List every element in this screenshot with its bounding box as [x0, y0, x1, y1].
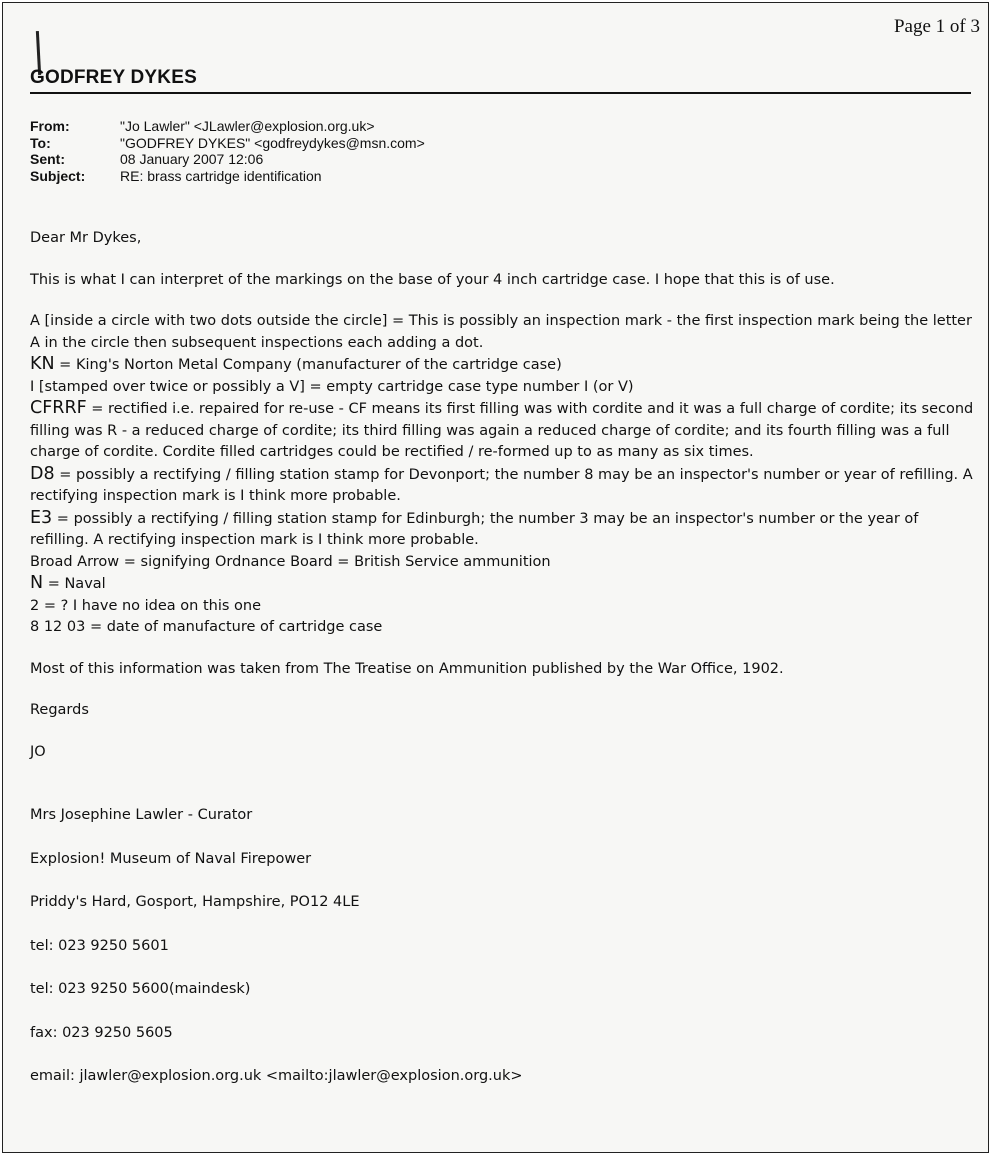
sent-label: Sent:: [30, 151, 65, 167]
marking-description: = rectified i.e. repaired for re-use - CF means its first filling was with cordite and it was a full charge of cordite; its second filling was R - a reduced charge of cordite; its third filling was again a reduced charge of cordite; and its fourth filling was a full charge of cordite. Cordite filled cartridges could be rectified / re-formed up to as many as six times.: [30, 401, 974, 460]
marking-description: A [inside a circle with two dots outside the circle] = This is possibly an inspection mark - the first inspection mark being the letter A in the circle then subsequent inspections each adding a dot.: [30, 313, 972, 351]
marking-code: KN: [30, 354, 55, 374]
signature-address: Priddy's Hard, Gosport, Hampshire, PO12 4LE: [30, 894, 360, 910]
marking-line: [30, 596, 980, 618]
marking-line: [30, 573, 980, 596]
marking-description: Broad Arrow = signifying Ordnance Board = British Service ammunition: [30, 553, 551, 570]
email-headers: [30, 118, 425, 184]
from-value: "Jo Lawler" <JLawler@explosion.org.uk>: [120, 118, 375, 134]
marking-code: D8: [30, 463, 55, 484]
source-note: Most of this information was taken from The Treatise on Ammunition published by the War Office, 1902.: [30, 660, 784, 677]
marking-line: [30, 354, 980, 377]
marking-line: [30, 508, 980, 552]
marking-code: N: [30, 573, 44, 593]
marking-description: = possibly a rectifying / filling station stamp for Edinburgh; the number 3 may be an inspector's number or the year of refilling. A rectifying inspection mark is I think more probable.: [30, 510, 919, 548]
sent-value: 08 January 2007 12:06: [120, 151, 264, 167]
marking-description: 8 12 03 = date of manufacture of cartridge case: [30, 619, 383, 635]
marking-description: = Naval: [43, 576, 106, 592]
signature-organization: Explosion! Museum of Naval Firepower: [30, 850, 312, 867]
sender-name-heading: GODFREY DYKES: [30, 67, 197, 88]
email-body: [30, 228, 980, 1088]
initials: JO: [30, 743, 46, 760]
marking-line: [30, 377, 980, 399]
intro-paragraph: This is what I can interpret of the markings on the base of your 4 inch cartridge case. I hope that this is of use.: [30, 271, 835, 288]
page-number: Page 1 of 3: [893, 16, 980, 37]
closing: Regards: [30, 702, 89, 718]
to-value: "GODFREY DYKES" <godfreydykes@msn.com>: [120, 134, 425, 151]
marking-line: [30, 311, 980, 354]
from-row: [30, 118, 425, 135]
marking-description: 2 = ? I have no idea on this one: [30, 597, 262, 614]
signature-tel-2: tel: 023 9250 5600(maindesk): [30, 981, 251, 997]
marking-line: [30, 398, 980, 464]
from-label: From:: [30, 118, 70, 134]
marking-description: = possibly a rectifying / filling station stamp for Devonport; the number 8 may be an inspector's number or year of refilling. A rectifying inspection mark is I think more probable.: [30, 466, 973, 504]
signature-email: email: jlawler@explosion.org.uk <mailto:jlawler@explosion.org.uk>: [30, 1068, 523, 1084]
sent-row: [30, 151, 425, 168]
marking-description: = King's Norton Metal Company (manufacturer of the cartridge case): [54, 357, 562, 373]
subject-row: [30, 168, 425, 185]
header-divider: [30, 92, 971, 94]
subject-value: RE: brass cartridge identification: [120, 167, 322, 184]
marking-code: CFRRF: [30, 398, 87, 418]
to-row: [30, 135, 425, 152]
subject-label: Subject:: [30, 167, 86, 184]
marking-code: E3: [30, 507, 53, 528]
signature-name: Mrs Josephine Lawler - Curator: [30, 807, 253, 823]
signature-tel-1: tel: 023 9250 5601: [30, 937, 169, 954]
greeting: Dear Mr Dykes,: [30, 230, 142, 246]
signature-fax: fax: 023 9250 5605: [30, 1024, 173, 1041]
to-label: To:: [30, 134, 51, 151]
marking-description: I [stamped over twice or possibly a V] = empty cartridge case type number I (or V): [30, 378, 634, 395]
marking-line: [30, 464, 980, 508]
printed-email-page: [2, 2, 989, 1153]
marking-line: [30, 617, 980, 639]
marking-line: [30, 552, 980, 574]
